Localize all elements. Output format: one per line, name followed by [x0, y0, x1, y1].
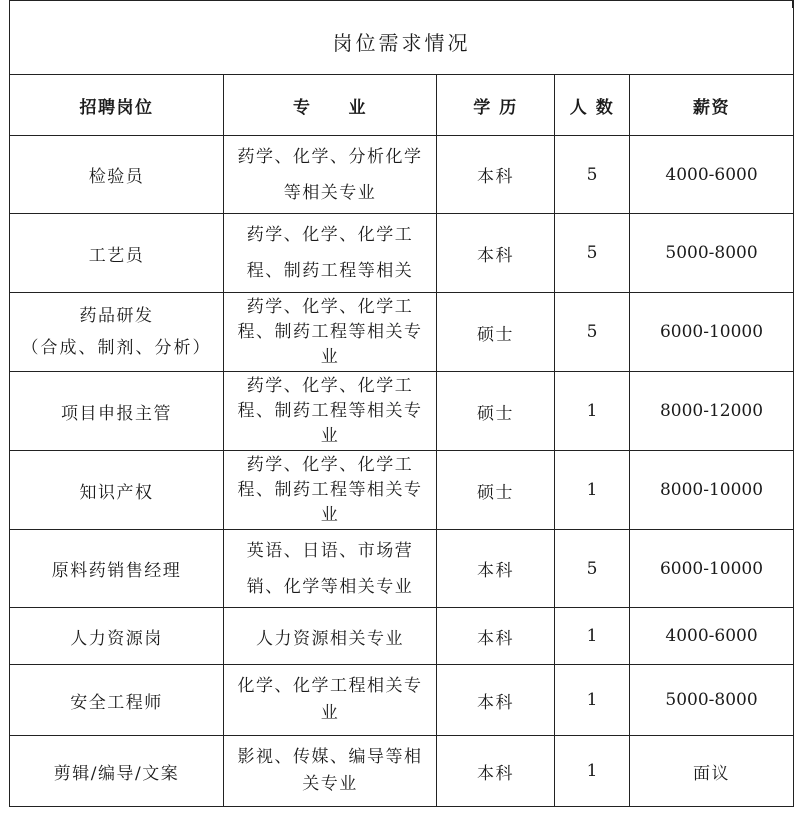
header-row [10, 75, 794, 136]
cell-count: 1 [555, 451, 630, 530]
cell-major: 药学、化学、化学工 程、制药工程等相关专 业 [224, 293, 437, 372]
requirements-table [9, 0, 794, 807]
title-row [10, 1, 794, 75]
header-count: 人 数 [555, 75, 630, 136]
table-row [10, 530, 794, 608]
table-row [10, 136, 794, 214]
cell-salary: 5000-8000 [630, 214, 794, 293]
cell-education: 本科 [437, 136, 555, 214]
cell-education: 硕士 [437, 293, 555, 372]
table-row [10, 372, 794, 451]
cell-major: 影视、传媒、编导等相 关专业 [224, 736, 437, 807]
cell-major: 化学、化学工程相关专 业 [224, 665, 437, 736]
cell-salary: 6000-10000 [630, 530, 794, 608]
cell-salary: 5000-8000 [630, 665, 794, 736]
cell-count: 1 [555, 736, 630, 807]
cell-count: 5 [555, 214, 630, 293]
cell-count: 5 [555, 293, 630, 372]
cell-position: 知识产权 [10, 451, 224, 530]
cell-major: 药学、化学、分析化学 等相关专业 [224, 136, 437, 214]
cell-major: 英语、日语、市场营 销、化学等相关专业 [224, 530, 437, 608]
cell-position: 剪辑/编导/文案 [10, 736, 224, 807]
cell-education: 本科 [437, 736, 555, 807]
table-row [10, 293, 794, 372]
cell-major: 药学、化学、化学工 程、制药工程等相关 [224, 214, 437, 293]
cell-count: 5 [555, 136, 630, 214]
cell-count: 5 [555, 530, 630, 608]
cell-count: 1 [555, 372, 630, 451]
cell-count: 1 [555, 608, 630, 665]
table-row [10, 736, 794, 807]
cell-position: 检验员 [10, 136, 224, 214]
cell-position: 项目申报主管 [10, 372, 224, 451]
cell-position: 原料药销售经理 [10, 530, 224, 608]
cell-position: 人力资源岗 [10, 608, 224, 665]
cell-education: 本科 [437, 608, 555, 665]
table-title: 岗位需求情况 [10, 1, 794, 75]
cell-count: 1 [555, 665, 630, 736]
cell-salary: 8000-12000 [630, 372, 794, 451]
cell-major: 药学、化学、化学工 程、制药工程等相关专 业 [224, 372, 437, 451]
cell-salary: 6000-10000 [630, 293, 794, 372]
table-row [10, 214, 794, 293]
cell-education: 本科 [437, 665, 555, 736]
cell-salary: 4000-6000 [630, 136, 794, 214]
cell-salary: 8000-10000 [630, 451, 794, 530]
table-row [10, 608, 794, 665]
table-row [10, 665, 794, 736]
requirements-table-wrapper [9, 0, 793, 806]
header-salary: 薪资 [630, 75, 794, 136]
cell-salary: 面议 [630, 736, 794, 807]
cell-education: 硕士 [437, 372, 555, 451]
header-education: 学 历 [437, 75, 555, 136]
table-row [10, 451, 794, 530]
cell-major: 人力资源相关专业 [224, 608, 437, 665]
cell-education: 本科 [437, 530, 555, 608]
header-position: 招聘岗位 [10, 75, 224, 136]
cell-position: 工艺员 [10, 214, 224, 293]
cell-education: 硕士 [437, 451, 555, 530]
cell-position: 安全工程师 [10, 665, 224, 736]
cell-salary: 4000-6000 [630, 608, 794, 665]
cell-major: 药学、化学、化学工 程、制药工程等相关专 业 [224, 451, 437, 530]
cell-education: 本科 [437, 214, 555, 293]
cell-position: 药品研发 （合成、制剂、分析） [10, 293, 224, 372]
header-major: 专 业 [224, 75, 437, 136]
